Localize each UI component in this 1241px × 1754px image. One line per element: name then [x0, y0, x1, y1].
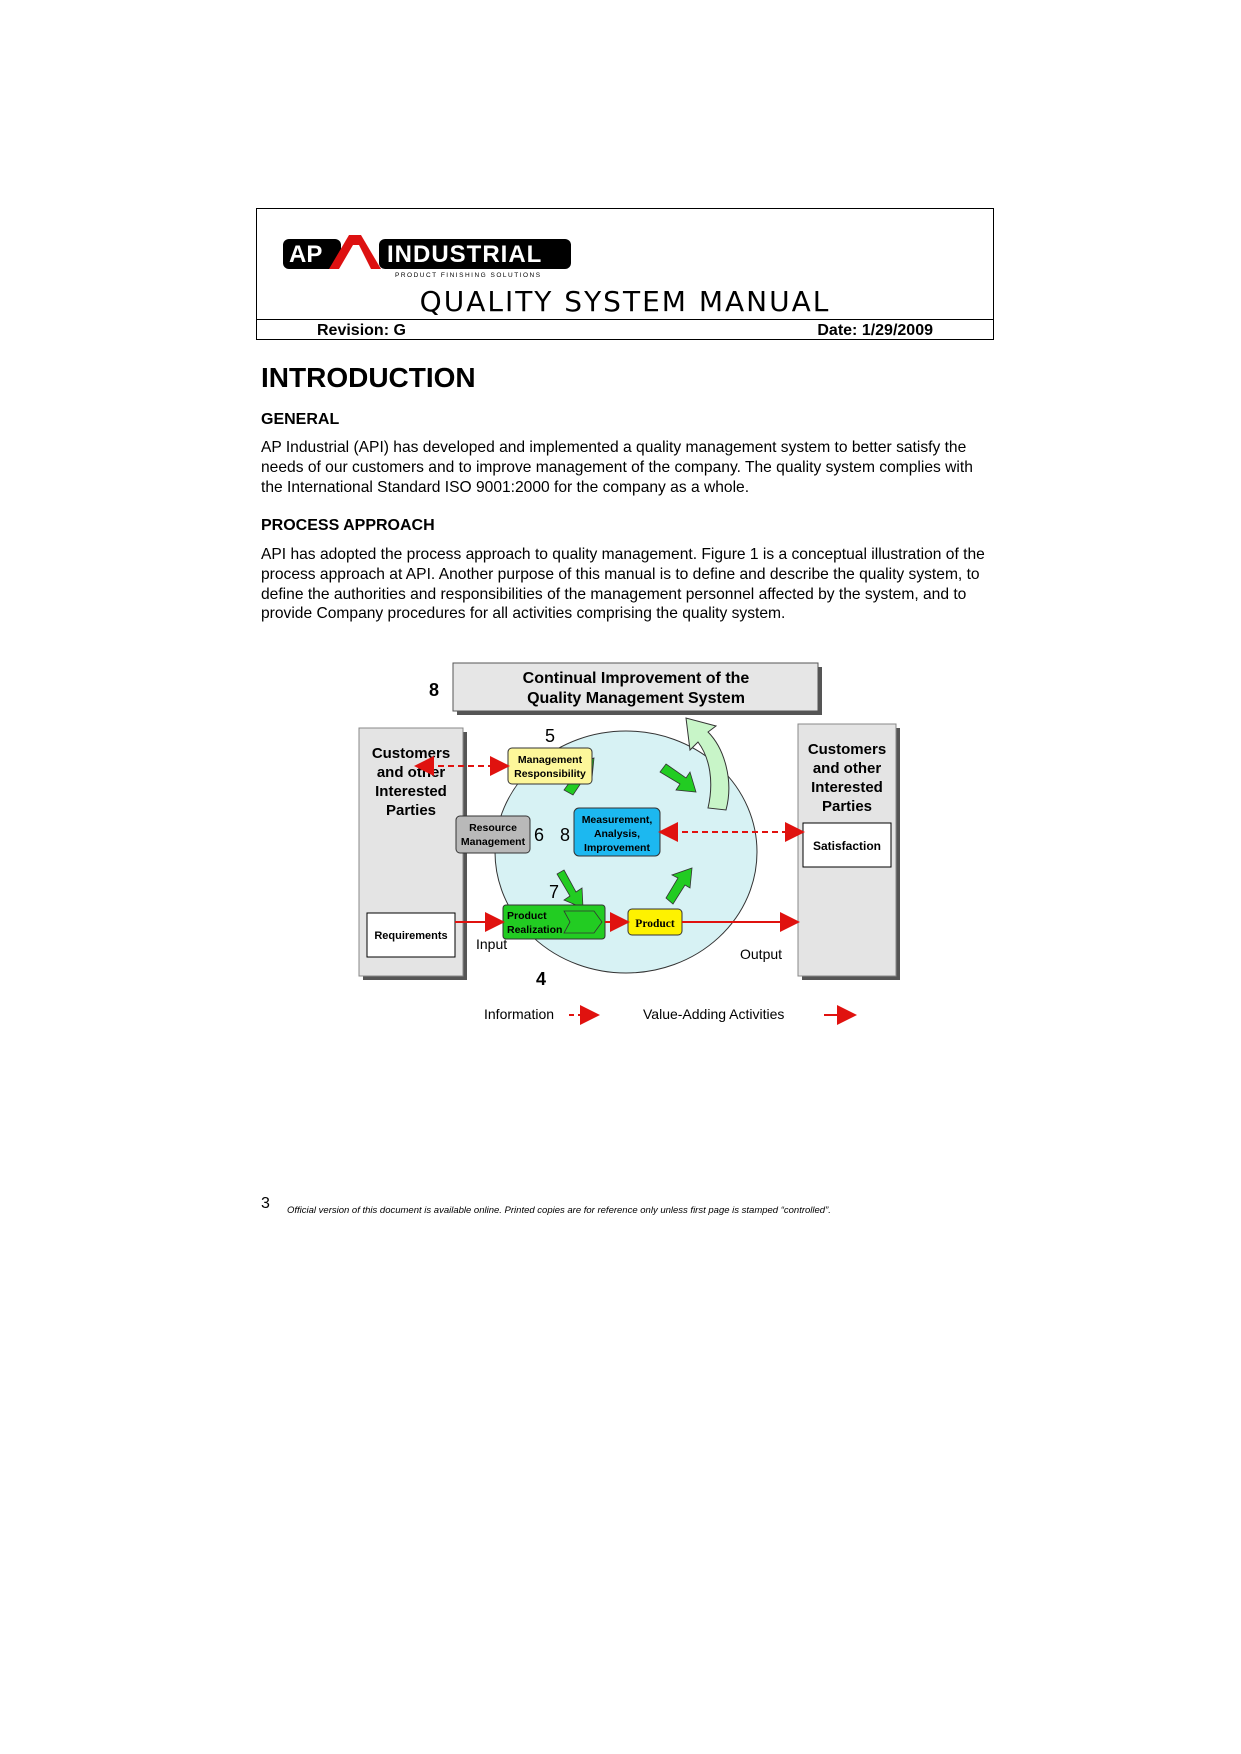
page-number: 3	[261, 1195, 270, 1212]
legend-value-label: Value-Adding Activities	[643, 1006, 785, 1022]
left-box-line-3: Interested	[375, 783, 447, 800]
mgmt-number: 5	[544, 726, 556, 746]
realization-line-1: Product	[507, 910, 547, 922]
right-box-line-3: Interested	[811, 779, 883, 796]
input-label: Input	[476, 936, 508, 952]
process-paragraph: API has adopted the process approach to quality management. Figure 1 is a conceptual illustration of the process approach at API. Another purpose of this manual is to define and describe the quality system, to define the authorities and responsibilities of the management personnel affected by the system, and to provide Company procedures for all activities comprising the quality system.	[261, 546, 985, 623]
header-divider	[257, 319, 993, 320]
svg-text:AP: AP	[289, 241, 323, 268]
measure-number: 8	[560, 825, 571, 845]
requirements-label: Requirements	[374, 930, 448, 942]
measurement-analysis-box	[560, 808, 660, 856]
resource-line-2: Management	[460, 836, 526, 848]
document-header	[256, 208, 994, 340]
logo-mark	[283, 235, 571, 279]
realization-chevron-icon	[564, 911, 602, 933]
revision-label: Revision: G	[317, 322, 406, 339]
satisfaction-label: Satisfaction	[812, 839, 882, 853]
output-label: Output	[740, 946, 783, 962]
system-number: 4	[536, 969, 547, 989]
section-heading: INTRODUCTION	[261, 362, 476, 393]
customers-right-box	[798, 724, 900, 980]
general-heading: GENERAL	[261, 411, 340, 428]
resource-line-1: Resource	[469, 822, 517, 834]
process-heading: PROCESS APPROACH	[261, 517, 435, 534]
mgmt-line-2: Responsibility	[514, 768, 586, 780]
ci-line-2: Quality Management System	[527, 690, 745, 707]
realization-line-2: Realization	[507, 924, 563, 936]
left-box-line-1: Customers	[371, 745, 451, 762]
product-label: Product	[635, 918, 675, 930]
legend-information-label: Information	[484, 1006, 555, 1022]
left-box-line-4: Parties	[385, 802, 437, 819]
mgmt-line-1: Management	[517, 754, 583, 766]
realization-number: 7	[549, 882, 560, 902]
right-box-line-4: Parties	[821, 798, 873, 815]
manual-title: QUALITY SYSTEM MANUAL	[419, 285, 831, 318]
footer-note: Official version of this document is available online. Printed copies are for reference only unless first page is stamped “controlled”.	[287, 1205, 831, 1216]
product-box	[628, 909, 682, 935]
measure-line-2: Analysis,	[593, 828, 641, 840]
right-box-line-1: Customers	[807, 741, 887, 758]
date-label: Date: 1/29/2009	[817, 322, 933, 339]
measure-line-1: Measurement,	[581, 814, 653, 826]
svg-text:INDUSTRIAL: INDUSTRIAL	[387, 241, 543, 268]
general-paragraph: AP Industrial (API) has developed and implemented a quality management system to better satisfy the needs of our customers and to improve management of the company. The quality system complies with the International Standard ISO 9001:2000 for the company as a whole.	[261, 439, 973, 496]
continual-improvement-box	[453, 663, 822, 715]
measure-line-3: Improvement	[584, 842, 650, 854]
company-logo	[283, 229, 573, 281]
svg-text:PRODUCT FINISHING SOLUTIONS: PRODUCT FINISHING SOLUTIONS	[395, 272, 542, 279]
management-responsibility-box	[508, 726, 592, 784]
resource-number: 6	[534, 825, 545, 845]
right-box-line-2: and other	[812, 760, 882, 777]
process-model-diagram	[356, 660, 916, 1050]
ci-number: 8	[429, 680, 440, 700]
left-box-line-2: and other	[376, 764, 446, 781]
ci-line-1: Continual Improvement of the	[522, 670, 750, 687]
